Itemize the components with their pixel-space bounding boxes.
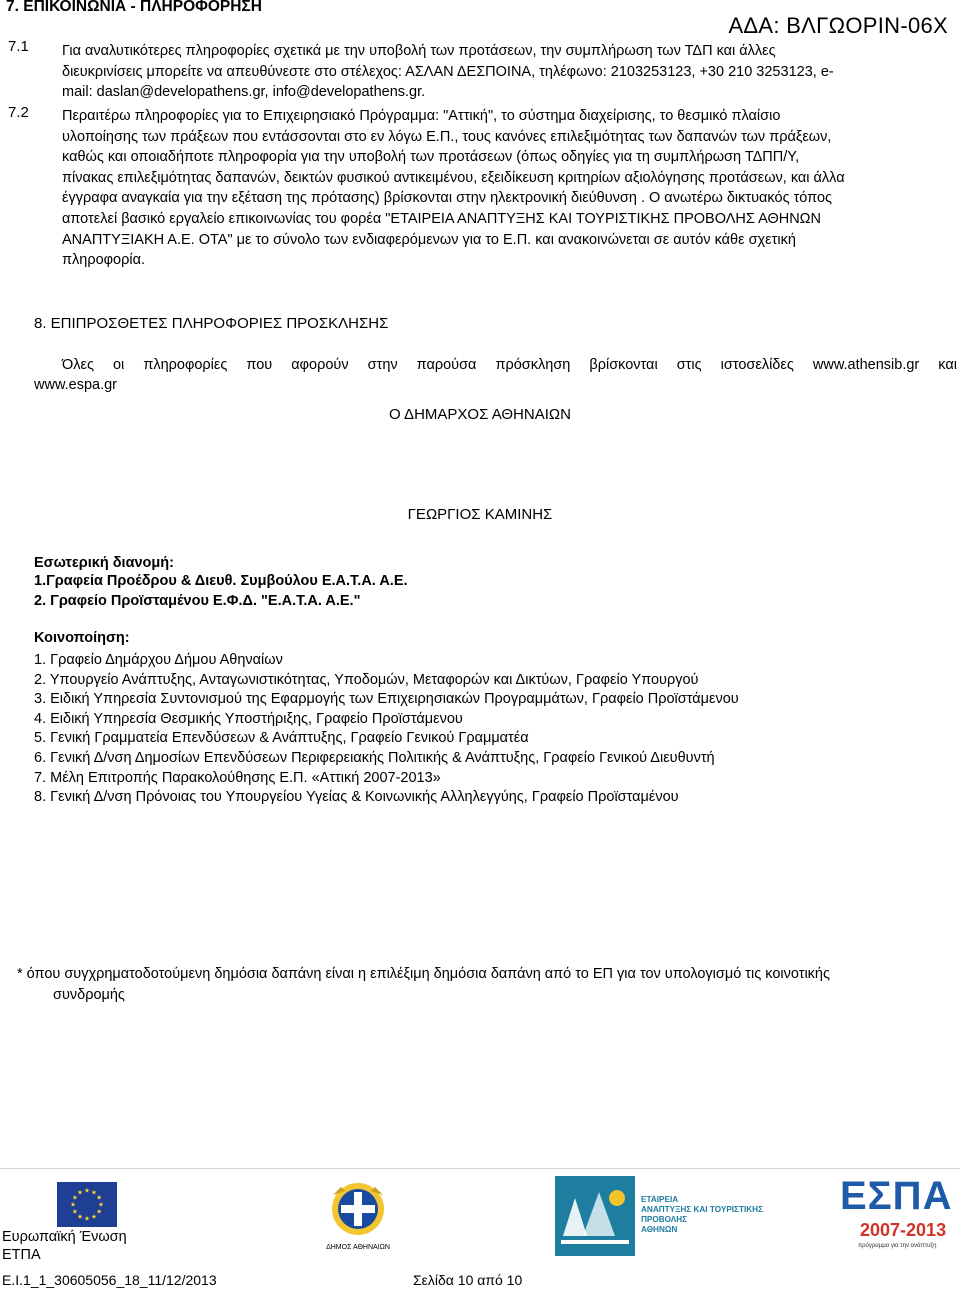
para-7-2-number: 7.2 [8, 104, 29, 121]
document-code: Ε.Ι.1_1_30605056_18_11/12/2013 [2, 1272, 217, 1288]
espa-logo-years: 2007-2013 [860, 1220, 947, 1240]
section-8-title: 8. ΕΠΙΠΡΟΣΘΕΤΕΣ ΠΛΗΡΟΦΟΡΙΕΣ ΠΡΟΣΚΛΗΣΗΣ [34, 315, 389, 332]
company-logo-line: ΑΘΗΝΩΝ [641, 1225, 678, 1234]
para-line: Για αναλυτικότερες πληροφορίες σχετικά με την υποβολή των προτάσεων, την συμπλήρωση των ΤΔΠ και άλλες [62, 43, 776, 59]
list-item: 8. Γενική Δ/νση Πρόνοιας του Υπουργείου Υγείας & Κοινωνικής Αλληλεγγύης, Γραφείο Προϊσταμένου [34, 789, 679, 806]
athens-municipality-logo [323, 1177, 393, 1257]
para-line: υλοποίησης των πράξεων που εντάσσονται στο εν λόγω Ε.Π., τους κανόνες επιλεξιμότητας των δαπανών των πράξεων, [62, 128, 832, 145]
para-line: πίνακας επιλεξιμότητας δαπανών, δεικτών φυσικού αντικειμένου, εξειδίκευση κριτηρίων αξιολόγησης προτάσεων, και άλλα [62, 169, 845, 186]
list-item: 2. Υπουργείο Ανάπτυξης, Ανταγωνιστικότητας, Υποδομών, Μεταφορών και Δικτύων, Γραφείο Υπουργού [34, 671, 699, 688]
list-item: 5. Γενική Γραμματεία Επενδύσεων & Ανάπτυξης, Γραφείο Γενικού Γραμματέα [34, 730, 529, 747]
list-item: 6. Γενική Δ/νση Δημοσίων Επενδύσεων Περιφερειακής Πολιτικής & Ανάπτυξης, Γραφείο Γενικού Διευθυντή [34, 749, 715, 766]
company-emblem-icon [555, 1176, 635, 1256]
espa-logo-tagline: πρόγραμμα για την ανάπτυξη [858, 1243, 937, 1249]
signature-name: ΓΕΩΡΓΙΟΣ ΚΑΜΙΝΗΣ [407, 506, 553, 523]
list-item: 1.Γραφεία Προέδρου & Διευθ. Συμβούλου Ε.Α.Τ.Α. Α.Ε. [34, 573, 408, 589]
company-logo-text [641, 1195, 763, 1235]
para-line: καθώς και οποιαδήποτε πληροφορία για την υποβολή των προτάσεων (όπως οδηγίες για τη συμπλήρωση ΤΔΠΠ/Υ, [62, 149, 800, 166]
espa-logo-word: ΕΣΠΑ [840, 1174, 953, 1218]
para-line: Περαιτέρω πληροφορίες για το Επιχειρησιακό Πρόγραμμα: "Αττική", το σύστημα διαχείρισης, το θεσμικό πλαίσιο [62, 108, 781, 124]
internal-distribution-list [34, 571, 408, 610]
section-8-line-1: Όλες οι πληροφορίες που αφορούν στην παρούσα πρόσκληση βρίσκονται στις ιστοσελίδες www.athensib.gr και [62, 357, 957, 373]
eu-flag-icon [57, 1182, 117, 1227]
para-7-1 [62, 41, 954, 103]
list-item: 1. Γραφείο Δημάρχου Δήμου Αθηναίων [34, 652, 283, 668]
section-7-title: 7. ΕΠΙΚΟΙΝΩΝΙΑ - ΠΛΗΡΟΦΟΡΗΣΗ [6, 0, 262, 15]
footnote-line: * όπου συγχρηματοδοτούμενη δημόσια δαπάνη είναι η επιλέξιμη δημόσια δαπάνη από το ΕΠ για τον υπολογισμό τις κοινοτικής [17, 966, 830, 982]
ada-code: ΑΔΑ: ΒΛΓΩΟΡΙΝ-06Χ [728, 13, 948, 38]
notification-list [34, 650, 739, 807]
company-logo [555, 1176, 635, 1256]
eu-label-line: Ευρωπαϊκή Ένωση [2, 1229, 127, 1245]
company-logo-line: ΕΤΑΙΡΕΙΑ [641, 1195, 679, 1204]
company-logo-line: ΑΝΑΠΤΥΞΗΣ ΚΑΙ ΤΟΥΡΙΣΤΙΚΗΣ [641, 1205, 763, 1214]
list-item: 2. Γραφείο Προϊσταμένου Ε.Φ.Δ. "Ε.Α.Τ.Α. Α.Ε." [34, 592, 361, 609]
internal-distribution-heading: Εσωτερική διανομή: [34, 555, 174, 571]
list-item: 4. Ειδική Υπηρεσία Θεσμικής Υποστήριξης, Γραφείο Προϊστάμενου [34, 710, 463, 727]
para-line: mail: daslan@developathens.gr, info@developathens.gr. [62, 84, 426, 101]
eu-flag-logo [57, 1182, 117, 1227]
company-logo-line: ΠΡΟΒΟΛΗΣ [641, 1215, 688, 1224]
para-line: πληροφορία. [62, 252, 145, 269]
eu-label [2, 1228, 127, 1264]
list-item: 7. Μέλη Επιτροπής Παρακολούθησης Ε.Π. «Αττική 2007-2013» [34, 769, 441, 786]
page-number: Σελίδα 10 από 10 [413, 1272, 523, 1288]
footnote-line: συνδρομής [53, 986, 125, 1003]
para-line: έγγραφα αναγκαία για την εξέταση της πρότασης) βρίσκονται στην ηλεκτρονική διεύθυνση . Ο ανωτέρω δικτυακός τόπος [62, 190, 833, 207]
notification-heading: Κοινοποίηση: [34, 630, 130, 646]
section-8-line-2: www.espa.gr [34, 377, 118, 393]
para-line: αποτελεί βασικό εργαλείο επικοινωνίας του φορέα "ΕΤΑΙΡΕΙΑ ΑΝΑΠΤΥΞΗΣ ΚΑΙ ΤΟΥΡΙΣΤΙΚΗΣ ΠΡΟΒΟΛΗΣ ΑΘΗΝΩΝ [62, 210, 821, 227]
para-7-2 [62, 106, 954, 271]
footnote [17, 964, 957, 1005]
athens-logo-caption: ΔΗΜΟΣ ΑΘΗΝΑΙΩΝ [326, 1244, 390, 1251]
para-line: ΑΝΑΠΤΥΞΙΑΚΗ Α.Ε. ΟΤΑ" με το σύνολο των ενδιαφερόμενων για το Ε.Π. και ανακοινώνεται σε αυτόν κάθε σχετική [62, 231, 796, 248]
para-7-1-number: 7.1 [8, 38, 29, 55]
espa-logo [840, 1174, 958, 1256]
signature-role: Ο ΔΗΜΑΡΧΟΣ ΑΘΗΝΑΙΩΝ [389, 406, 571, 423]
list-item: 3. Ειδική Υπηρεσία Συντονισμού της Εφαρμογής των Επιχειρησιακών Προγραμμάτων, Γραφείο Προϊστάμενου [34, 691, 739, 708]
eu-label-line: ΕΤΠΑ [2, 1247, 41, 1263]
footer-divider [0, 1168, 960, 1169]
para-line: διευκρινίσεις μπορείτε να απευθύνεστε στο στέλεχος: ΑΣΛΑΝ ΔΕΣΠΟΙΝΑ, τηλέφωνο: 2103253123, +30 210 3253123, e- [62, 63, 834, 80]
